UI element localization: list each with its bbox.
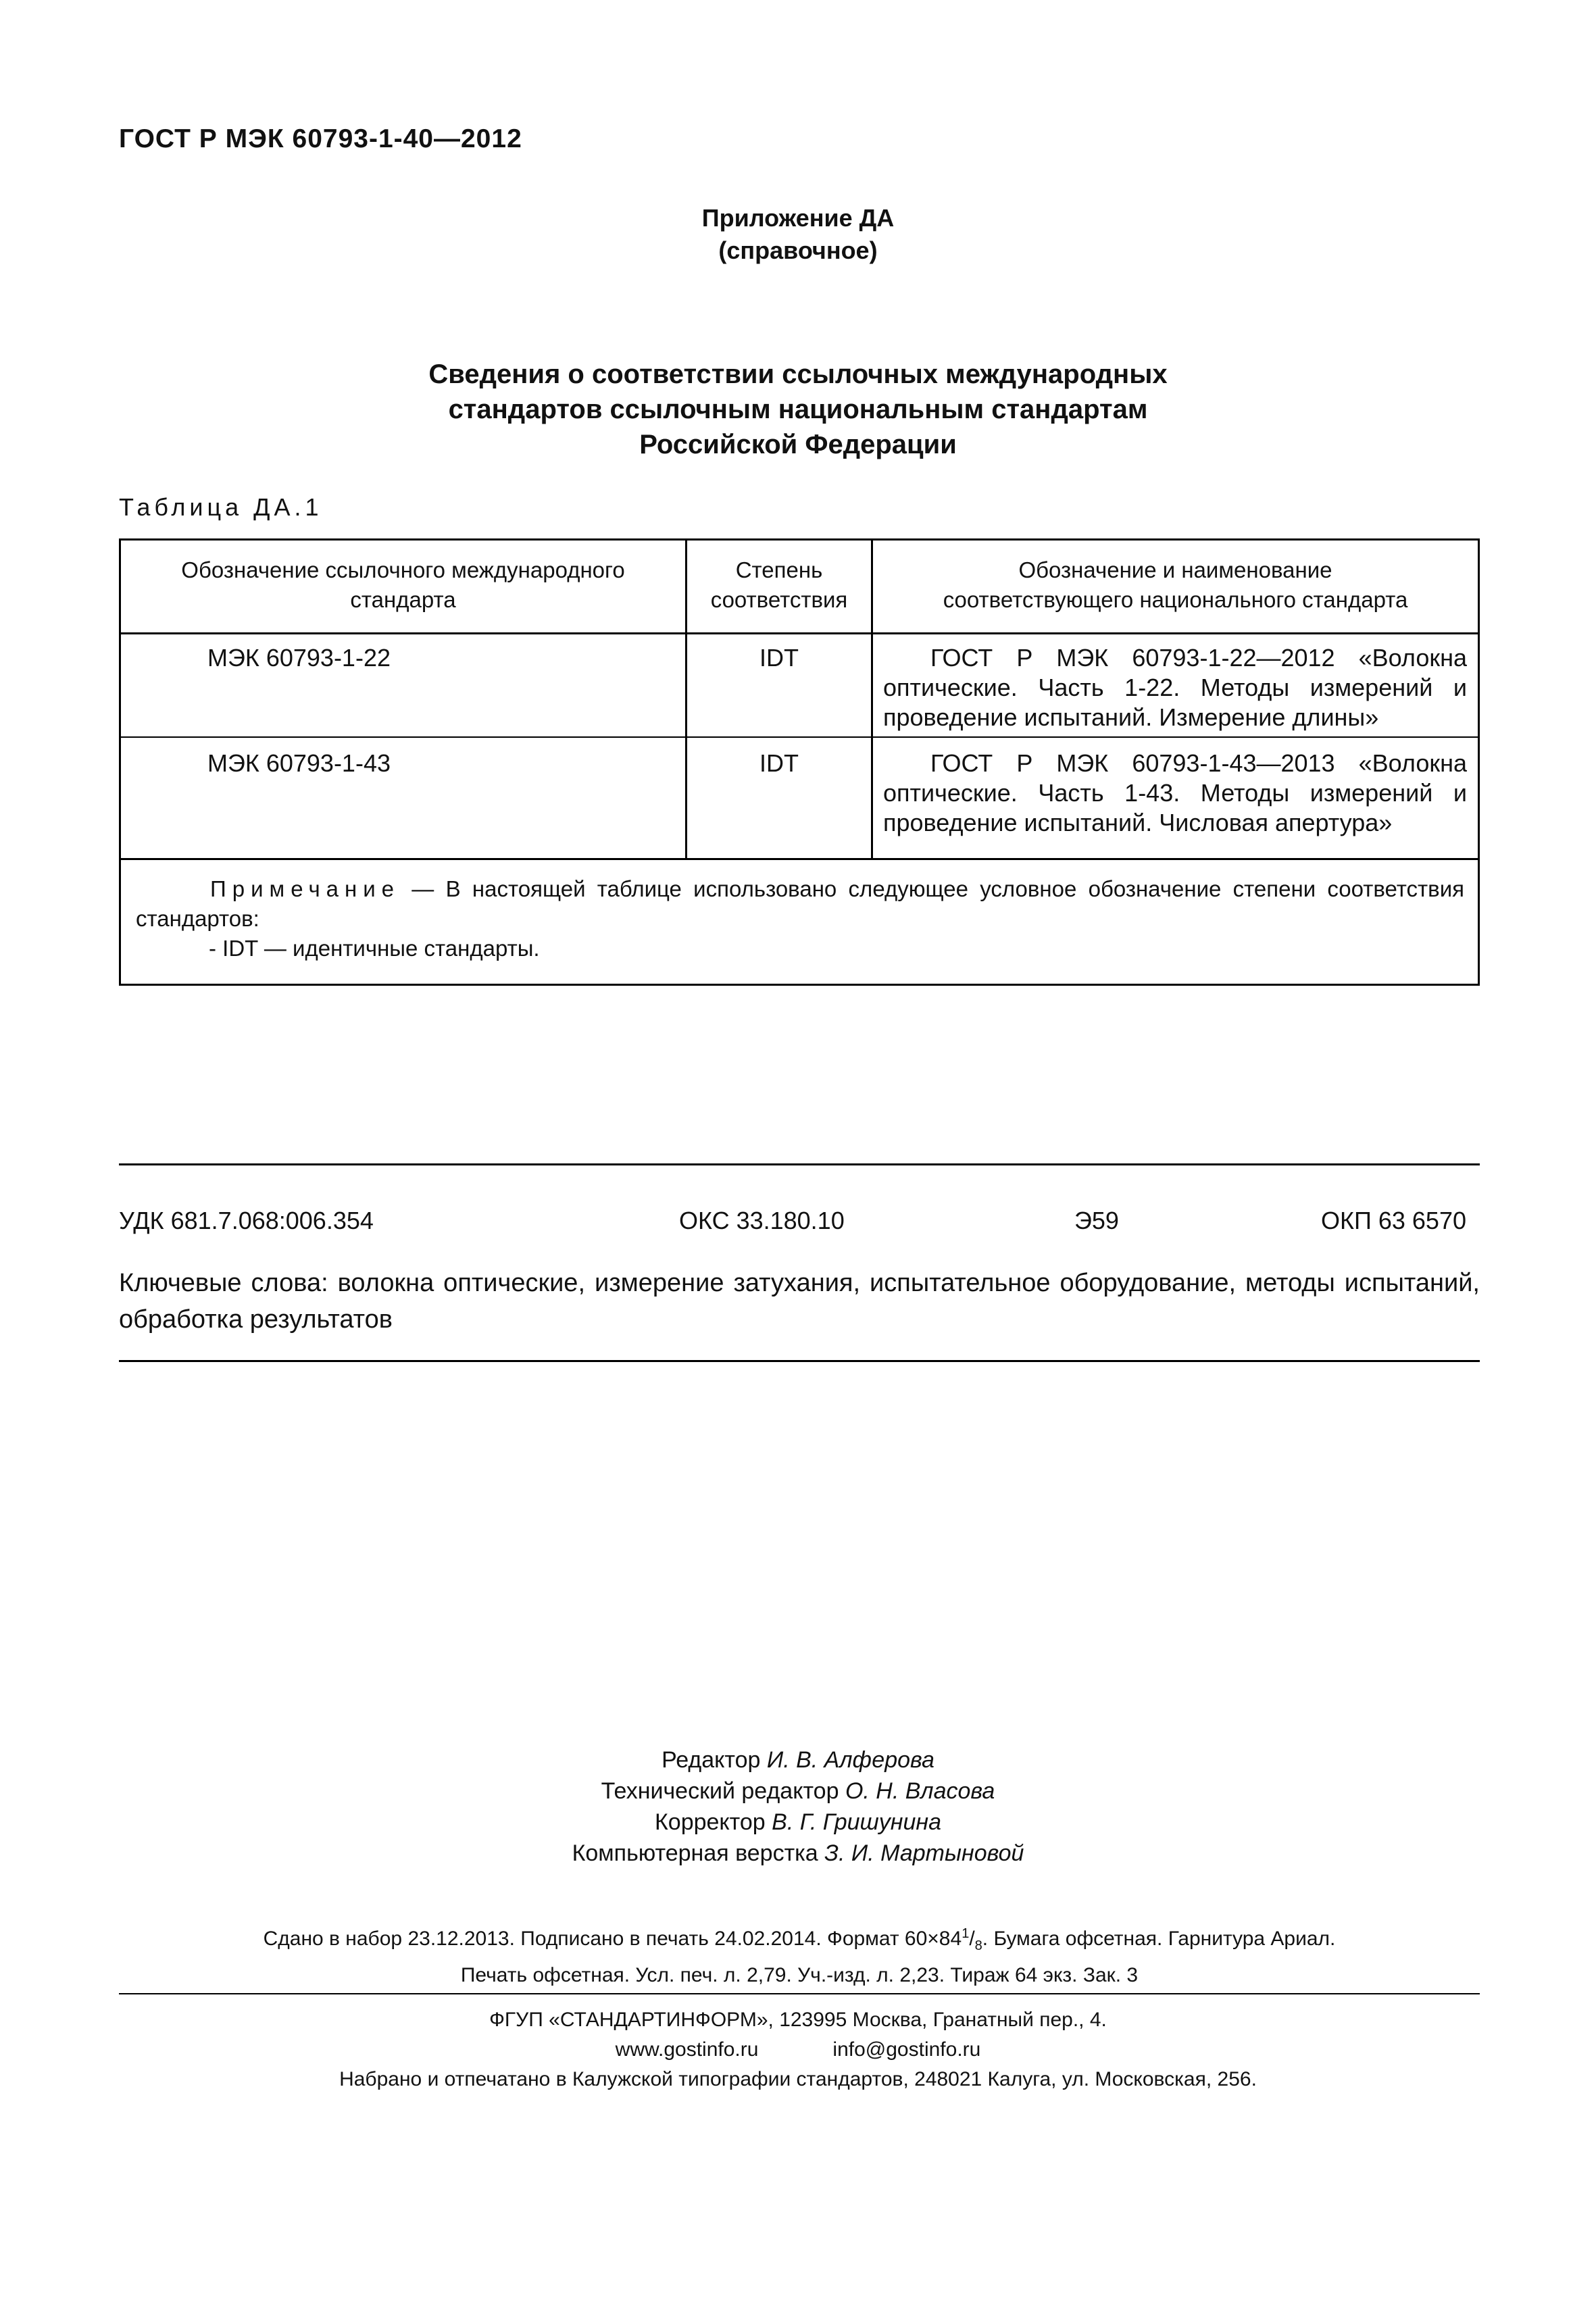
e-code: Э59 [1074,1207,1119,1234]
table-note-rule [121,858,1478,860]
note-text: — В настоящей таблице использовано следующее условное обозначение степени соответствия стандартов: [136,876,1464,931]
header-text: Степень [735,557,823,582]
credits [0,1744,1596,1869]
credit-role: Корректор [654,1809,766,1835]
credit-editor [0,1744,1596,1776]
credit-role: Компьютерная верстка [572,1840,818,1866]
okp-code: ОКП 63 6570 [1321,1207,1466,1234]
print-info-line2: Печать офсетная. Усл. печ. л. 2,79. Уч.-изд. л. 2,23. Тираж 64 экз. Зак. 3 [460,1964,1139,1986]
correspondence-table [119,538,1480,986]
table-caption: Таблица ДА.1 [119,493,323,521]
print-info-line1: Сдано в набор 23.12.2013. Подписано в печать 24.02.2014. Формат $60\times 84^1/_8$. Бумага офсетная. Гарнитура Ариал. [263,1926,1336,1953]
divider [119,1163,1480,1165]
header-text: Обозначение и наименование [1018,557,1332,582]
format-fraction-denominator: 8 [974,1938,982,1953]
table-cell-standard: МЭК 60793-1-43 [207,749,391,777]
section-title-line2: стандартов ссылочным национальным стандартам [448,395,1148,424]
table-header-standard [121,555,685,615]
header-text: соответствия [710,587,848,612]
table-header-rule [121,632,1478,634]
credit-person: И. В. Алферова [766,1747,934,1773]
table-cell-standard: МЭК 60793-1-22 [207,644,391,672]
table-row-rule [121,736,1478,738]
section-title-line3: Российской Федерации [639,430,957,459]
credit-person: О. Н. Власова [845,1778,995,1804]
credit-role: Технический редактор [601,1778,839,1804]
table-cell-national: ГОСТ Р МЭК 60793-1-22—2012 «Волокна оптические. Часть 1-22. Методы измерений и проведение испытаний. Измерение длины» [883,644,1467,731]
table-note [136,874,1464,934]
format-fraction-numerator: 1 [962,1926,970,1941]
oks-code: ОКС 33.180.10 [679,1207,845,1234]
appendix-note: (справочное) [718,236,878,264]
table-cell-degree: IDT [759,749,799,777]
credit-layout [0,1838,1596,1869]
document-code: ГОСТ Р МЭК 60793-1-40—2012 [119,124,522,153]
header-text: стандарта [350,587,456,612]
credit-tech-editor [0,1776,1596,1807]
note-label: Примечание [210,876,401,901]
website-link[interactable]: www.gostinfo.ru [615,2038,759,2061]
keywords: Ключевые слова: волокна оптические, измерение затухания, испытательное оборудование, методы испытаний, обработка результатов [119,1269,1480,1334]
udk-code: УДК 681.7.068:006.354 [119,1207,374,1234]
table-cell-degree: IDT [759,644,799,672]
table-header-national [873,555,1478,615]
publisher-address: ФГУП «СТАНДАРТИНФОРМ», 123995 Москва, Гранатный пер., 4. [489,2009,1107,2031]
appendix-title: Приложение ДА [701,204,895,232]
section-title [0,357,1596,462]
section-title-line1: Сведения о соответствии ссылочных международных [428,359,1168,389]
print-info-text: Сдано в набор 23.12.2013. Подписано в печать 24.02.2014. Формат 60×84 [263,1928,962,1950]
publisher-footer [0,2005,1596,2094]
credit-proofreader [0,1807,1596,1838]
email-link[interactable]: info@gostinfo.ru [832,2038,981,2061]
printing-house: Набрано и отпечатано в Калужской типографии стандартов, 248021 Калуга, ул. Московская, 256. [339,2068,1257,2090]
credit-role: Редактор [662,1747,761,1773]
publisher-contacts [0,2035,1596,2065]
credit-person: В. Г. Гришунина [772,1809,941,1835]
header-text: соответствующего национального стандарта [943,587,1408,612]
credit-person: З. И. Мартыновой [824,1840,1024,1866]
table-header-degree [687,555,871,615]
divider [119,1993,1480,1994]
divider [119,1360,1480,1362]
header-text: Обозначение ссылочного международного [181,557,625,582]
print-info-text: . Бумага офсетная. Гарнитура Ариал. [982,1928,1336,1950]
print-info [119,1919,1480,1990]
note-item: - IDT — идентичные стандарты. [209,936,540,961]
table-cell-national: ГОСТ Р МЭК 60793-1-43—2013 «Волокна оптические. Часть 1-43. Методы измерений и проведение испытаний. Числовая апертура» [883,749,1467,836]
